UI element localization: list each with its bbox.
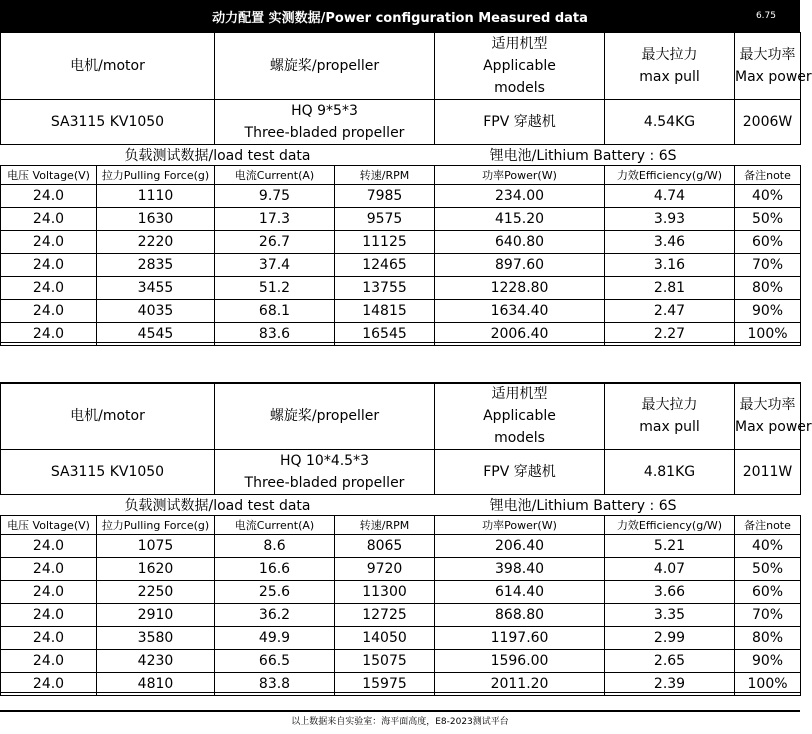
table-row [1, 208, 801, 231]
table-cell: 1075 [97, 535, 215, 558]
motor-value: SA3115 KV1050 [1, 100, 215, 145]
max-pull-header-line: 最大拉力 [641, 47, 698, 63]
table-cell: 614.40 [435, 581, 605, 604]
table-cell: 24.0 [1, 277, 97, 300]
max-power-value: 2006W [735, 100, 801, 145]
table-cell: 2910 [97, 604, 215, 627]
table-cell: 70% [735, 604, 801, 627]
table-cell: 2.99 [605, 627, 735, 650]
table-cell: 2.27 [605, 323, 735, 346]
table-row [1, 185, 801, 208]
table-cell: 1620 [97, 558, 215, 581]
table-cell: 8.6 [215, 535, 335, 558]
table-cell: 25.6 [215, 581, 335, 604]
models-header-line: 适用机型 [491, 36, 548, 52]
propeller-type: Three-bladed propeller [244, 125, 405, 141]
section-spacer [0, 692, 800, 712]
table-cell: 16545 [335, 323, 435, 346]
table-cell: 206.40 [435, 535, 605, 558]
table-cell: 100% [735, 673, 801, 696]
table-cell: 37.4 [215, 254, 335, 277]
table-cell: 24.0 [1, 650, 97, 673]
table-cell: 4.74 [605, 185, 735, 208]
max-pull-value: 4.81KG [605, 450, 735, 495]
column-header: 拉力Pulling Force(g) [97, 516, 215, 535]
column-header: 功率Power(W) [435, 166, 605, 185]
table-cell: 2006.40 [435, 323, 605, 346]
table-cell: 24.0 [1, 323, 97, 346]
table-cell: 2835 [97, 254, 215, 277]
table-cell: 11125 [335, 231, 435, 254]
table-cell: 50% [735, 558, 801, 581]
table-cell: 4230 [97, 650, 215, 673]
table-cell: 4810 [97, 673, 215, 696]
table-cell: 3.66 [605, 581, 735, 604]
table-cell: 24.0 [1, 185, 97, 208]
table-cell: 640.80 [435, 231, 605, 254]
max-power-header-line: 最大功率 [739, 397, 796, 413]
table-row [1, 604, 801, 627]
table-row [1, 277, 801, 300]
battery-label: 锂电池/Lithium Battery : 6S [435, 145, 801, 166]
table-cell: 1596.00 [435, 650, 605, 673]
models-header-line: Applicable [483, 408, 556, 424]
footer-note: 以上数据来自实验室：海平面高度，E8-2023测试平台 [0, 710, 800, 734]
table-cell: 66.5 [215, 650, 335, 673]
motor-value: SA3115 KV1050 [1, 450, 215, 495]
table-cell: 4.07 [605, 558, 735, 581]
table-cell: 26.7 [215, 231, 335, 254]
table-cell: 15075 [335, 650, 435, 673]
column-header: 力效Efficiency(g/W) [605, 516, 735, 535]
column-header: 电流Current(A) [215, 516, 335, 535]
spec-values-row [1, 450, 801, 495]
table-cell: 398.40 [435, 558, 605, 581]
version-label: 6.75 [755, 11, 776, 21]
column-header: 电压 Voltage(V) [1, 516, 97, 535]
table-cell: 1197.60 [435, 627, 605, 650]
table-cell: 24.0 [1, 300, 97, 323]
table-row [1, 627, 801, 650]
column-header: 功率Power(W) [435, 516, 605, 535]
column-header: 备注note [735, 166, 801, 185]
table-cell: 897.60 [435, 254, 605, 277]
table-cell: 16.6 [215, 558, 335, 581]
table-cell: 90% [735, 300, 801, 323]
table-cell: 1634.40 [435, 300, 605, 323]
battery-label: 锂电池/Lithium Battery : 6S [435, 495, 801, 516]
table-cell: 24.0 [1, 627, 97, 650]
column-header: 转速/RPM [335, 166, 435, 185]
table-cell: 83.8 [215, 673, 335, 696]
section-spacer [0, 342, 800, 384]
max-power-header-line: 最大功率 [739, 47, 796, 63]
table-cell: 3.93 [605, 208, 735, 231]
table-cell: 1228.80 [435, 277, 605, 300]
table-cell: 13755 [335, 277, 435, 300]
table-cell: 5.21 [605, 535, 735, 558]
model-value: FPV 穿越机 [435, 450, 605, 495]
table-cell: 24.0 [1, 558, 97, 581]
max-pull-header-line: max pull [639, 69, 700, 85]
table-cell: 2011.20 [435, 673, 605, 696]
table-cell: 11300 [335, 581, 435, 604]
table-cell: 24.0 [1, 254, 97, 277]
models-header [435, 33, 605, 100]
table-cell: 2.39 [605, 673, 735, 696]
table-cell: 9.75 [215, 185, 335, 208]
table-cell: 40% [735, 535, 801, 558]
table-cell: 15975 [335, 673, 435, 696]
propeller-type: Three-bladed propeller [244, 475, 405, 491]
table-cell: 51.2 [215, 277, 335, 300]
table-cell: 83.6 [215, 323, 335, 346]
table-row [1, 581, 801, 604]
table-cell: 9720 [335, 558, 435, 581]
models-header [435, 383, 605, 450]
table-cell: 90% [735, 650, 801, 673]
max-power-header [735, 383, 812, 450]
propeller-model: HQ 9*5*3 [291, 103, 358, 119]
spec-header-row [1, 383, 801, 450]
table-cell: 7985 [335, 185, 435, 208]
table-row [1, 300, 801, 323]
table-cell: 2.81 [605, 277, 735, 300]
table-cell: 24.0 [1, 231, 97, 254]
propeller-value [215, 100, 435, 145]
table-cell: 234.00 [435, 185, 605, 208]
table-cell: 24.0 [1, 604, 97, 627]
table-cell: 4545 [97, 323, 215, 346]
spec-values-row [1, 100, 801, 145]
table-cell: 14050 [335, 627, 435, 650]
table-cell: 24.0 [1, 581, 97, 604]
table-cell: 50% [735, 208, 801, 231]
column-header-row [1, 516, 801, 535]
table-cell: 3455 [97, 277, 215, 300]
table-cell: 80% [735, 627, 801, 650]
max-pull-header [605, 33, 735, 100]
table-cell: 9575 [335, 208, 435, 231]
table-cell: 2220 [97, 231, 215, 254]
table-cell: 12725 [335, 604, 435, 627]
table-cell: 1630 [97, 208, 215, 231]
table-cell: 17.3 [215, 208, 335, 231]
max-power-header-line: Max power [735, 69, 812, 85]
page-title: 动力配置 实测数据/Power configuration Measured data [212, 11, 588, 26]
table-cell: 3.46 [605, 231, 735, 254]
propeller-header: 螺旋桨/propeller [215, 383, 435, 450]
table-cell: 3.35 [605, 604, 735, 627]
motor-header: 电机/motor [1, 33, 215, 100]
models-header-line: models [494, 80, 545, 96]
max-pull-header-line: 最大拉力 [641, 397, 698, 413]
table-row [1, 650, 801, 673]
models-header-line: models [494, 430, 545, 446]
spec-table-2 [0, 382, 812, 696]
table-row [1, 254, 801, 277]
table-row [1, 558, 801, 581]
column-header: 备注note [735, 516, 801, 535]
model-value: FPV 穿越机 [435, 100, 605, 145]
models-header-line: 适用机型 [491, 386, 548, 402]
table-cell: 14815 [335, 300, 435, 323]
table-cell: 70% [735, 254, 801, 277]
max-pull-value: 4.54KG [605, 100, 735, 145]
table-cell: 3.16 [605, 254, 735, 277]
table-cell: 24.0 [1, 673, 97, 696]
max-pull-header-line: max pull [639, 419, 700, 435]
column-header: 力效Efficiency(g/W) [605, 166, 735, 185]
load-test-label: 负载测试数据/load test data [1, 145, 435, 166]
table-cell: 8065 [335, 535, 435, 558]
spec-table-1 [0, 32, 812, 346]
max-power-value: 2011W [735, 450, 801, 495]
table-cell: 2.65 [605, 650, 735, 673]
column-header: 转速/RPM [335, 516, 435, 535]
table-cell: 24.0 [1, 535, 97, 558]
spec-header-row [1, 33, 801, 100]
table-cell: 868.80 [435, 604, 605, 627]
column-header-row [1, 166, 801, 185]
table-cell: 2.47 [605, 300, 735, 323]
propeller-header: 螺旋桨/propeller [215, 33, 435, 100]
load-test-band [1, 495, 801, 516]
table-cell: 68.1 [215, 300, 335, 323]
load-test-band [1, 145, 801, 166]
title-bar [0, 0, 800, 32]
table-row [1, 535, 801, 558]
table-cell: 49.9 [215, 627, 335, 650]
models-header-line: Applicable [483, 58, 556, 74]
max-pull-header [605, 383, 735, 450]
table-cell: 80% [735, 277, 801, 300]
table-cell: 4035 [97, 300, 215, 323]
max-power-header [735, 33, 812, 100]
table-cell: 2250 [97, 581, 215, 604]
table-cell: 12465 [335, 254, 435, 277]
table-cell: 100% [735, 323, 801, 346]
max-power-header-line: Max power [735, 419, 812, 435]
table-row [1, 231, 801, 254]
column-header: 电压 Voltage(V) [1, 166, 97, 185]
table-cell: 415.20 [435, 208, 605, 231]
propeller-value [215, 450, 435, 495]
table-cell: 36.2 [215, 604, 335, 627]
table-cell: 1110 [97, 185, 215, 208]
propeller-model: HQ 10*4.5*3 [280, 453, 369, 469]
table-cell: 24.0 [1, 208, 97, 231]
table-cell: 3580 [97, 627, 215, 650]
column-header: 电流Current(A) [215, 166, 335, 185]
table-cell: 60% [735, 581, 801, 604]
table-cell: 40% [735, 185, 801, 208]
column-header: 拉力Pulling Force(g) [97, 166, 215, 185]
table-cell: 60% [735, 231, 801, 254]
load-test-label: 负载测试数据/load test data [1, 495, 435, 516]
motor-header: 电机/motor [1, 383, 215, 450]
